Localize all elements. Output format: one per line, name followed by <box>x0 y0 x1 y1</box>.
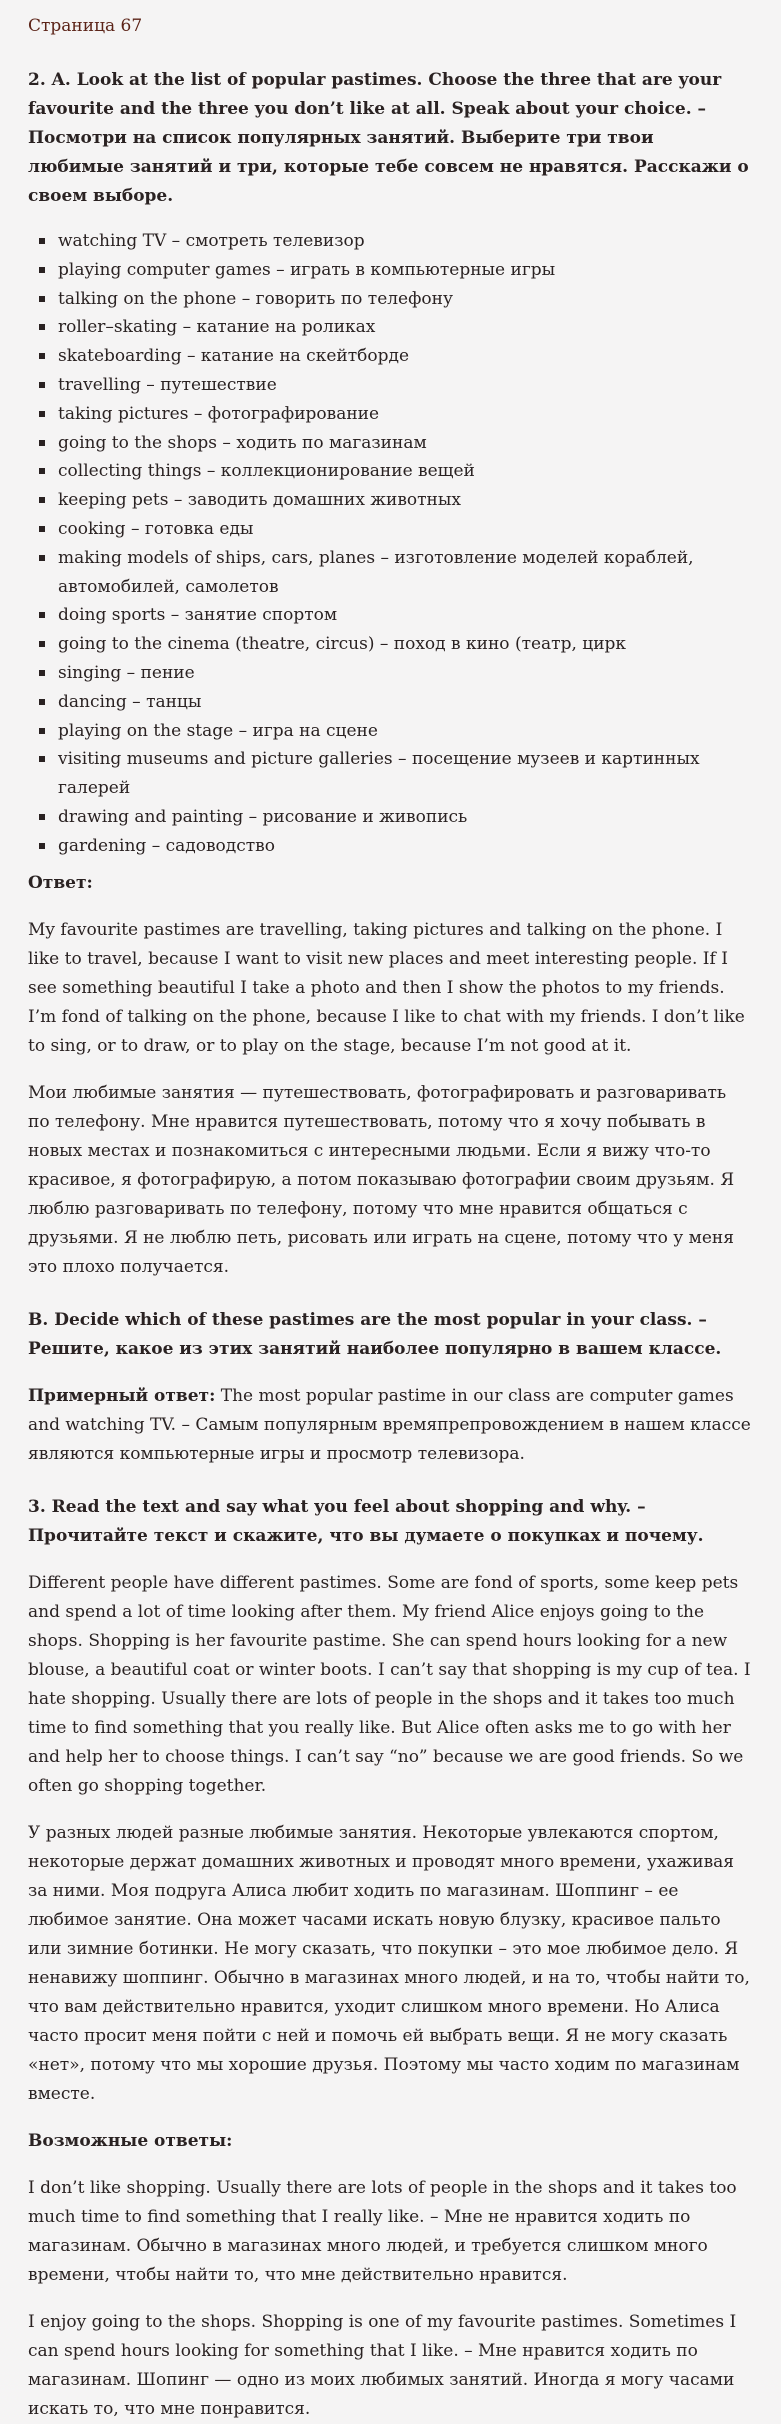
list-item: playing on the stage – игра на сцене <box>58 717 753 746</box>
answer-english: My favourite pastimes are travelling, taking pictures and talking on the phone. I like to travel, because I want to visit new places and meet interesting people. If I see something beautiful I take a photo and then I show the photos to my friends. I’m fond of talking on the phone, because I like to chat with my friends. I don’t like to sing, or to draw, or to play on the stage, because I’m not good at it. <box>28 919 745 1056</box>
list-item: going to the cinema (theatre, circus) – поход в кино (театр, цирк <box>58 630 753 659</box>
possible-answer-2: I enjoy going to the shops. Shopping is one of my favourite pastimes. Sometimes I can spend hours looking for something that I like. – Мне нравится ходить по магазинам. Шопинг — одно из моих любимых занятий. Иногда я могу часами искать то, что мне понравится. <box>28 2311 737 2419</box>
sample-answer-text: The most popular pastime in our class are computer games and watching TV. – Самым популярным времяпрепровождением в нашем классе являются компьютерные игры и просмотр телевизора. <box>28 1385 751 1464</box>
list-item: roller–skating – катание на роликах <box>58 313 753 342</box>
list-item: taking pictures – фотографирование <box>58 400 753 429</box>
page-label: Страница 67 <box>28 16 143 36</box>
list-item: dancing – танцы <box>58 688 753 717</box>
list-item: playing computer games – играть в компьютерные игры <box>58 256 753 285</box>
pastimes-list <box>28 227 753 861</box>
list-item: singing – пение <box>58 659 753 688</box>
task-b-answer <box>28 1382 753 1469</box>
list-item: drawing and painting – рисование и живопись <box>58 803 753 832</box>
task-b-title: B. Decide which of these pastimes are the most popular in your class. – Решите, какое из этих занятий наиболее популярно в вашем классе. <box>28 1309 722 1359</box>
list-item: cooking – готовка еды <box>58 515 753 544</box>
list-item: going to the shops – ходить по магазинам <box>58 429 753 458</box>
list-item: talking on the phone – говорить по телефону <box>58 285 753 314</box>
text-russian: У разных людей разные любимые занятия. Некоторые увлекаются спортом, некоторые держат домашних животных и проводят много времени, ухаживая за ними. Моя подруга Алиса любит ходить по магазинам. Шоппинг – ее любимое занятие. Она может часами искать новую блузку, красивое пальто или зимние ботинки. Не могу сказать, что покупки – это мое любимое дело. Я ненавижу шоппинг. Обычно в магазинах много людей, и на то, чтобы найти то, что вам действительно нравится, уходит слишком много времени. Но Алиса часто просит меня пойти с ней и помочь ей выбрать вещи. Я не могу сказать «нет», потому что мы хорошие друзья. Поэтому мы часто ходим по магазинам вместе. <box>28 1822 750 2104</box>
answer-russian: Мои любимые занятия — путешествовать, фотографировать и разговаривать по телефону. Мне нравится путешествовать, потому что я хочу побывать в новых местах и познакомиться с интересными людьми. Если я вижу что-то красивое, я фотографирую, а потом показываю фотографии своим друзьям. Я люблю разговаривать по телефону, потому что мне нравится общаться с друзьями. Я не люблю петь, рисовать или играть на сцене, потому что у меня это плохо получается. <box>28 1082 735 1277</box>
sample-answer-label: Примерный ответ: <box>28 1385 216 1406</box>
list-item: travelling – путешествие <box>58 371 753 400</box>
possible-answers-label: Возможные ответы: <box>28 2130 233 2151</box>
task-2-title: 2. A. Look at the list of popular pastimes. Choose the three that are your favourite and the three you don’t like at all. Speak about your choice. – Посмотри на список популярных занятий. Выберите три твои любимые занятий и три, которые тебе совсем не нравятся. Расскажи о своем выборе. <box>28 70 749 206</box>
list-item: keeping pets – заводить домашних животных <box>58 486 753 515</box>
list-item: gardening – садоводство <box>58 832 753 861</box>
possible-answer-1: I don’t like shopping. Usually there are lots of people in the shops and it takes too much time to find something that I really like. – Мне не нравится ходить по магазинам. Обычно в магазинах много людей, и требуется слишком много времени, чтобы найти то, что мне действительно нравится. <box>28 2177 737 2285</box>
answer-label: Ответ: <box>28 872 93 893</box>
text-english: Different people have different pastimes. Some are fond of sports, some keep pets and spend a lot of time looking after them. My friend Alice enjoys going to the shops. Shopping is her favourite pastime. She can spend hours looking for a new blouse, a beautiful coat or winter boots. I can’t say that shopping is my cup of tea. I hate shopping. Usually there are lots of people in the shops and it takes too much time to find something that you really like. But Alice often asks me to go with her and help her to choose things. I can’t say “no” because we are good friends. So we often go shopping together. <box>28 1572 751 1796</box>
task-3-title: 3. Read the text and say what you feel about shopping and why. – Прочитайте текст и скажите, что вы думаете о покупках и почему. <box>28 1496 704 1546</box>
list-item: doing sports – занятие спортом <box>58 601 753 630</box>
list-item: skateboarding – катание на скейтборде <box>58 342 753 371</box>
list-item: collecting things – коллекционирование вещей <box>58 457 753 486</box>
list-item: visiting museums and picture galleries – посещение музеев и картинных галерей <box>58 745 753 803</box>
list-item: watching TV – смотреть телевизор <box>58 227 753 256</box>
list-item: making models of ships, cars, planes – изготовление моделей кораблей, автомобилей, самолетов <box>58 544 753 602</box>
